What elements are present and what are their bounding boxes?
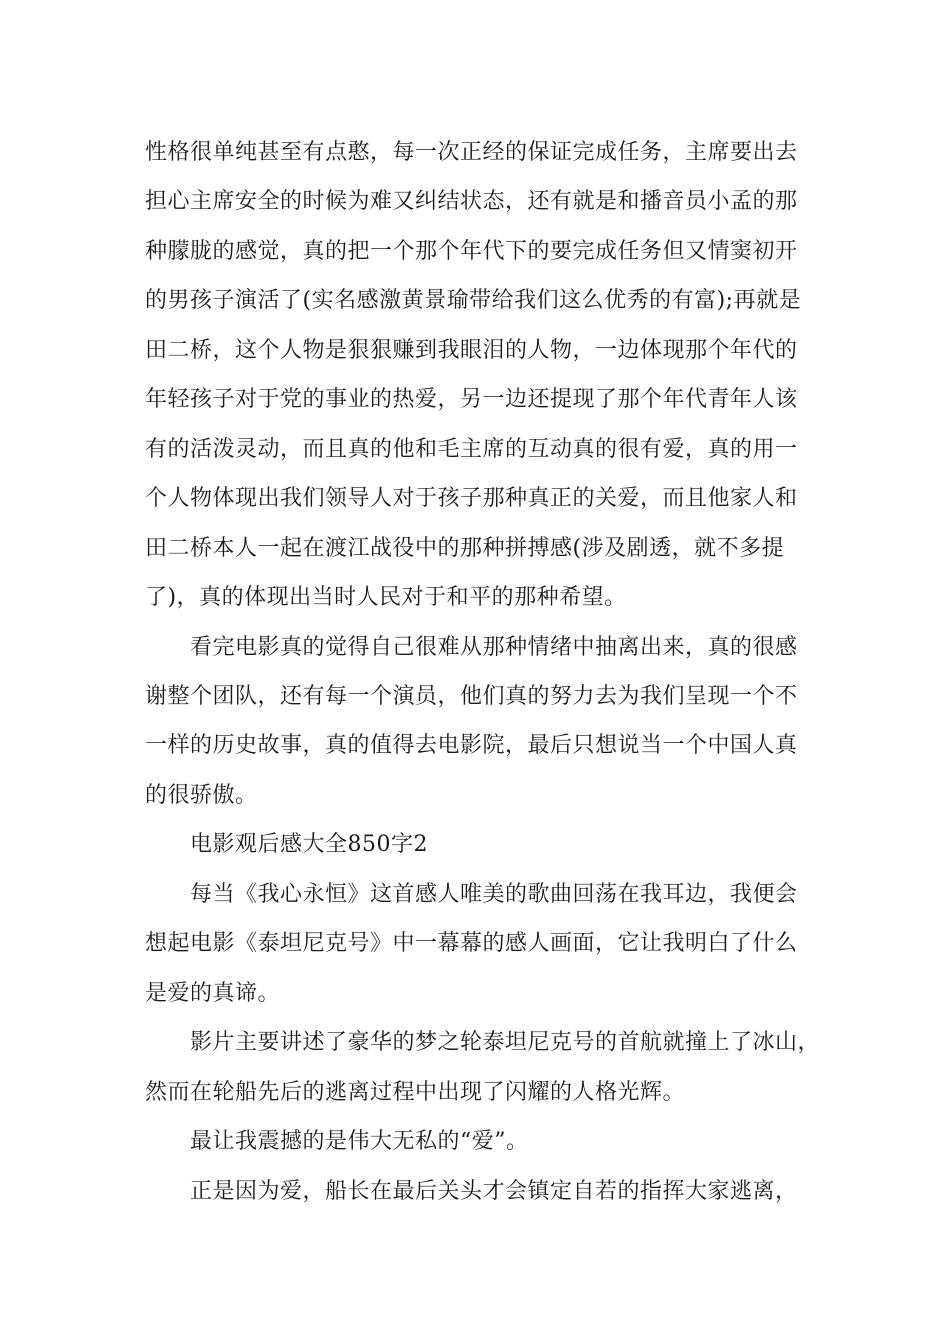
text-line: 了)，真的体现出当时人民对于和平的那种希望。 xyxy=(145,585,627,610)
text-line: 有的活泼灵动，而且真的他和毛主席的互动真的很有爱，真的用一 xyxy=(145,437,798,462)
text-line: 想起电影《泰坦尼克号》中一幕幕的感人画面，它让我明白了什么 xyxy=(145,931,798,956)
paragraph-first-line: 影片主要讲述了豪华的梦之轮泰坦尼克号的首航就撞上了冰山， xyxy=(190,1030,821,1055)
text-line: 然而在轮船先后的逃离过程中出现了闪耀的人格光辉。 xyxy=(145,1080,686,1105)
text-line: 是爱的真谛。 xyxy=(145,981,281,1006)
section-heading: 电影观后感大全850字2 xyxy=(190,832,428,857)
paragraph-first-line: 最让我震撼的是伟大无私的“爱”。 xyxy=(190,1129,529,1154)
text-line: 谢整个团队，还有每一个演员，他们真的努力去为我们呈现一个不 xyxy=(145,684,798,709)
text-line: 的很骄傲。 xyxy=(145,783,258,808)
text-line: 个人物体现出我们领导人对于孩子那种真正的关爱，而且他家人和 xyxy=(145,486,798,511)
text-line: 性格很单纯甚至有点憨，每一次正经的保证完成任务，主席要出去 xyxy=(145,140,798,165)
text-line: 一样的历史故事，真的值得去电影院，最后只想说当一个中国人真 xyxy=(145,733,798,758)
text-line: 田二桥，这个人物是狠狠赚到我眼泪的人物，一边体现那个年代的 xyxy=(145,338,798,363)
text-line: 年轻孩子对于党的事业的热爱，另一边还提现了那个年代青年人该 xyxy=(145,387,798,412)
text-line: 担心主席安全的时候为难又纠结状态，还有就是和播音员小孟的那 xyxy=(145,189,798,214)
paragraph-first-line: 看完电影真的觉得自己很难从那种情绪中抽离出来，真的很感 xyxy=(190,635,798,660)
text-line: 田二桥本人一起在渡江战役中的那种拼搏感(涉及剧透，就不多提 xyxy=(145,536,785,561)
text-line: 的男孩子演活了(实名感激黄景瑜带给我们这么优秀的有富);再就是 xyxy=(145,288,802,313)
paragraph-first-line: 每当《我心永恒》这首感人唯美的歌曲回荡在我耳边，我便会 xyxy=(190,882,798,907)
paragraph-first-line: 正是因为爱，船长在最后关头才会镇定自若的指挥大家逃离， xyxy=(190,1179,798,1204)
text-line: 种朦胧的感觉，真的把一个那个年代下的要完成任务但又情窦初开 xyxy=(145,239,798,264)
